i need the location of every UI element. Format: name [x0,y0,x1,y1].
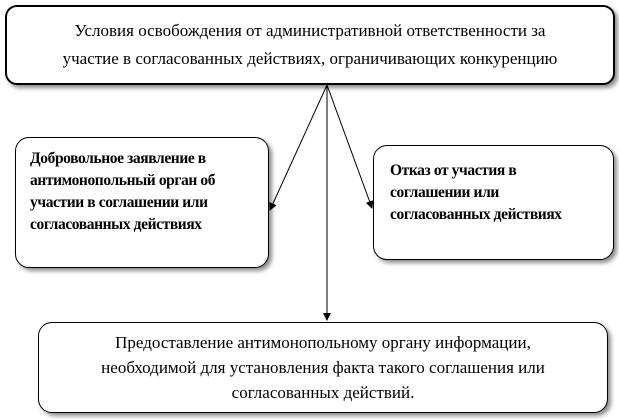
exemption-conditions-box [5,5,615,85]
provide-information-box [38,322,608,413]
exemption-conditions-line-1: Условия освобождения от административной ответственности за [74,21,546,40]
refusal-participation-line-1: Отказ от участия в [390,162,517,179]
arrow-to-left-box [270,85,327,210]
provide-information-line-2: необходимой для установления факта такого соглашения или [101,358,545,377]
exemption-conditions-line-2: участие в согласованных действиях, ограничивающих конкуренцию [62,49,558,68]
refusal-participation-box [373,145,614,260]
voluntary-statement-line-4: согласованных действиях [30,216,202,233]
voluntary-statement-line-3: участии в соглашении или [30,194,208,211]
arrow-to-right-box [327,85,372,208]
provide-information-line-3: согласованных действий. [231,383,415,402]
voluntary-statement-line-2: антимонопольный орган об [30,172,216,189]
refusal-participation-line-2: соглашении или [390,184,499,201]
provide-information-line-1: Предоставление антимонопольному органу информации, [115,333,531,352]
voluntary-statement-box [15,137,269,268]
refusal-participation-line-3: согласованных действиях [390,206,562,223]
voluntary-statement-line-1: Добровольное заявление в [30,150,206,167]
